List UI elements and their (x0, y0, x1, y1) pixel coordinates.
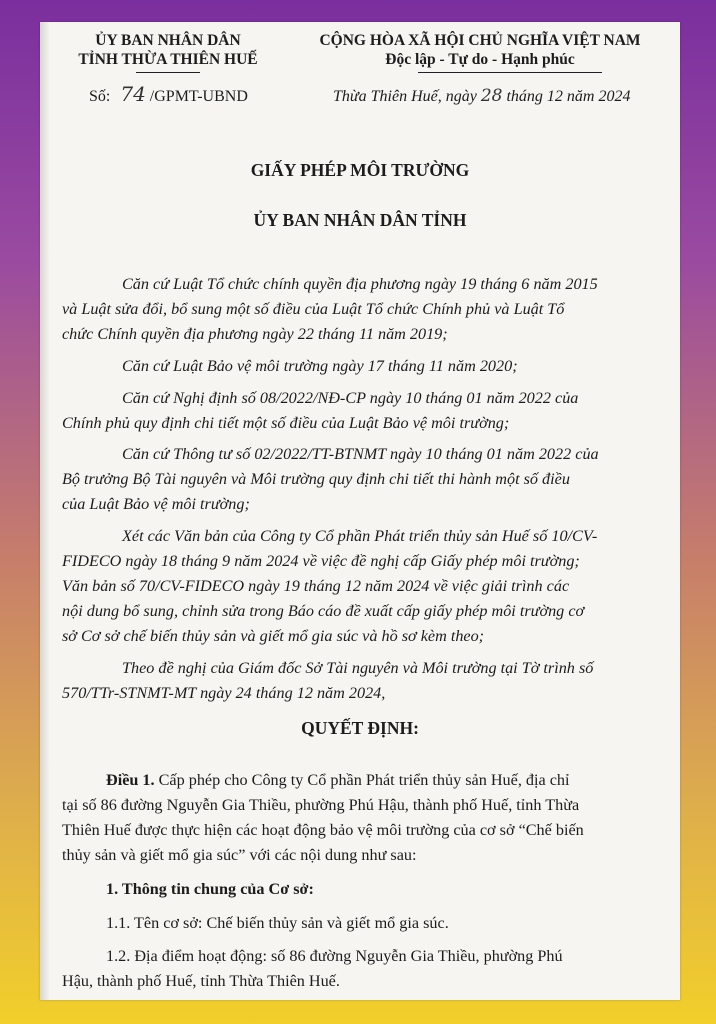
agency-line-2: TỈNH THỪA THIÊN HUẾ (78, 51, 258, 68)
issue-date (333, 86, 630, 106)
date-day-handwritten: 28 (480, 86, 503, 106)
preamble-line: chức Chính quyền địa phương ngày 22 tháng 11 năm 2019; (62, 325, 448, 343)
article-1-line (106, 768, 570, 793)
issuer-title: ỦY BAN NHÂN DÂN TỈNH (253, 210, 467, 230)
article-1-label: Điều 1. (106, 771, 155, 789)
preamble-line: Căn cứ Luật Bảo vệ môi trường ngày 17 tháng 11 năm 2020; (122, 357, 518, 375)
preamble-line: và Luật sửa đổi, bổ sung một số điều của Luật Tổ chức Chính phủ và Luật Tổ (62, 300, 565, 318)
preamble-line: Bộ trưởng Bộ Tài nguyên và Môi trường quy định chi tiết thi hành một số điều (62, 470, 570, 488)
date-prefix: Thừa Thiên Huế, ngày (333, 88, 477, 105)
preamble-line: Căn cứ Nghị định số 08/2022/NĐ-CP ngày 10 tháng 01 năm 2022 của (122, 389, 579, 407)
section-1-item-2-line-2: Hậu, thành phố Huế, tỉnh Thừa Thiên Huế. (62, 972, 340, 990)
agency-underline (136, 72, 200, 73)
section-1-heading: 1. Thông tin chung của Cơ sở: (106, 880, 314, 898)
section-1-item-1: 1.1. Tên cơ sở: Chế biến thủy sản và giết mổ gia súc. (106, 914, 449, 932)
preamble-line: Căn cứ Luật Tổ chức chính quyền địa phương ngày 19 tháng 6 năm 2015 (122, 275, 598, 293)
preamble-line: Căn cứ Thông tư số 02/2022/TT-BTNMT ngày 10 tháng 01 năm 2022 của (122, 445, 599, 463)
document-number (89, 82, 248, 106)
preamble-line: nội dung bổ sung, chỉnh sửa trong Báo cáo đề xuất cấp giấy phép môi trường cơ (62, 602, 585, 620)
document-title: GIẤY PHÉP MÔI TRƯỜNG (250, 160, 470, 180)
doc-no-suffix: /GPMT-UBND (149, 88, 248, 105)
preamble-line: FIDECO ngày 18 tháng 9 năm 2024 về việc đề nghị cấp Giấy phép môi trường; (62, 552, 580, 570)
date-suffix: tháng 12 năm 2024 (506, 88, 631, 105)
preamble-line: Xét các Văn bản của Công ty Cổ phần Phát triển thủy sản Huế số 10/CV- (122, 527, 598, 545)
motto-underline (418, 72, 602, 73)
preamble-line: Chính phủ quy định chi tiết một số điều của Luật Bảo vệ môi trường; (62, 414, 510, 432)
article-1-line: tại số 86 đường Nguyễn Gia Thiều, phường Phú Hậu, thành phố Huế, tỉnh Thừa (62, 796, 580, 814)
document-page (40, 22, 680, 1000)
article-1-line: thủy sản và giết mổ gia súc” với các nội dung như sau: (62, 846, 417, 864)
preamble-line: sở Cơ sở chế biến thủy sản và giết mổ gia súc và hồ sơ kèm theo; (62, 627, 485, 645)
preamble-line: của Luật Bảo vệ môi trường; (62, 495, 250, 513)
national-heading (295, 31, 665, 69)
preamble-line: Theo đề nghị của Giám đốc Sở Tài nguyên và Môi trường tại Tờ trình số (122, 659, 594, 677)
nation-motto: Độc lập - Tự do - Hạnh phúc (385, 51, 575, 68)
section-1-item-2-line-1: 1.2. Địa điểm hoạt động: số 86 đường Nguyễn Gia Thiều, phường Phú (106, 947, 563, 965)
agency-line-1: ỦY BAN NHÂN DÂN (95, 32, 241, 49)
article-1-text: Cấp phép cho Công ty Cổ phần Phát triển thủy sản Huế, địa chỉ (158, 771, 570, 789)
nation-line-1: CỘNG HÒA XÃ HỘI CHỦ NGHĨA VIỆT NAM (319, 32, 641, 49)
doc-no-prefix: Số: (89, 88, 111, 105)
preamble-line: Văn bản số 70/CV-FIDECO ngày 19 tháng 12 năm 2024 về việc giải trình các (62, 577, 570, 595)
doc-no-handwritten: 74 (120, 82, 146, 106)
decision-heading: QUYẾT ĐỊNH: (301, 718, 419, 738)
issuing-agency (68, 31, 268, 69)
preamble-line: 570/TTr-STNMT-MT ngày 24 tháng 12 năm 2024, (62, 684, 386, 702)
article-1-line: Thiên Huế được thực hiện các hoạt động bảo vệ môi trường của cơ sở “Chế biến (62, 821, 584, 839)
